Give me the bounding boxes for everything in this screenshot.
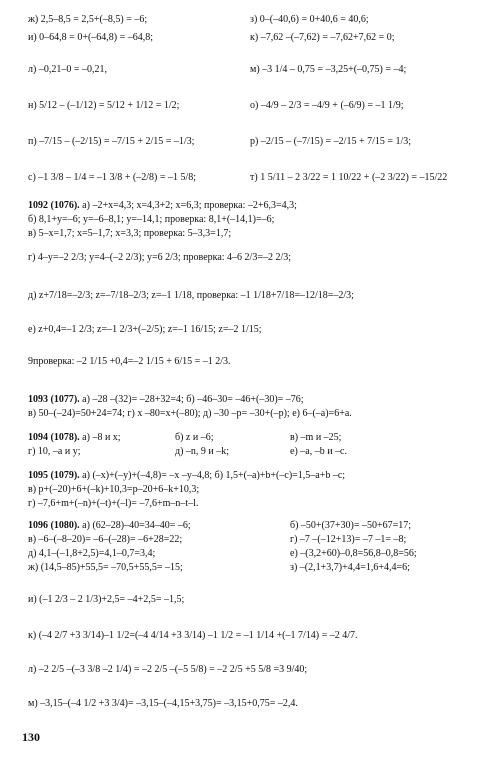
problem-1096-k: к) (–4 2/7 +3 3/14)–1 1/2=(–4 4/14 +3 3/14) –1 1/2 = –1 1/14 +(–1 7/14) = –2 4/7. [28, 630, 358, 641]
solution-text: а) –2+x=4,3; x=4,3+2; x=6,3; проверка: –2+6,3=4,3; [82, 200, 297, 211]
problem-heading: 1093 (1077). [28, 394, 80, 405]
problem-1092-line-a [28, 200, 297, 213]
problem-1096-zh: ж) (14,5–85)+55,5= –70,5+55,5= –15; [28, 562, 183, 573]
problem-1096-z: з) –(2,1+3,7)+4,4=1,6+4,4=6; [290, 562, 410, 573]
problem-heading: 1095 (1079). [28, 470, 80, 481]
problem-1092-line-v: в) 5–x=1,7; x=5–1,7; x=3,3; проверка: 5–3,3=1,7; [28, 228, 232, 239]
problem-heading: 1092 (1076). [28, 200, 80, 211]
problem-1096-e: е) –(3,2+60)–0,8=56,8–0,8=56; [290, 548, 417, 559]
problem-1092-line-d: д) z+7/18=–2/3; z=–7/18–2/3; z=–1 1/18, проверка: –1 1/18+7/18=–12/18=–2/3; [28, 290, 354, 301]
answer-m: м) –3 1/4 – 0,75 = –3,25+(–0,75) = –4; [250, 64, 407, 75]
solution-text: а) (–x)+(–y)+(–4,8)= –x –y–4,8; б) 1,5+(–a)+b+(–c)=1,5–a+b –c; [82, 470, 346, 481]
problem-1095-line-3: г) –7,6+m+(–n)+(–t)+(–l)= –7,6+m–n–t–l. [28, 498, 199, 509]
problem-1094-d: д) –n, 9 и –k; [175, 446, 230, 457]
problem-1092-line-e: е) z+0,4=–1 2/3; z=–1 2/3+(–2/5); z=–1 16/15; z=–2 1/15; [28, 324, 262, 335]
answer-r: р) –2/15 – (–7/15) = –2/15 + 7/15 = 1/3; [250, 136, 412, 147]
problem-1092-check: 9проверка: –2 1/15 +0,4=–2 1/15 + 6/15 = –1 2/3. [28, 356, 231, 367]
problem-1094-e: е) –a, –b и –c. [290, 446, 347, 457]
problem-1096-m: м) –3,15–(–4 1/2 +3 3/4)= –3,15–(–4,15+3,75)= –3,15+0,75= –2,4. [28, 698, 298, 709]
problem-1094-v: в) –m и –25; [290, 432, 342, 443]
answer-t: т) 1 5/11 – 2 3/22 = 1 10/22 + (–2 3/22) = –15/22 [250, 172, 448, 183]
solution-text: а) (62–28)–40=34–40= –6; [82, 520, 191, 531]
answer-s: с) –1 3/8 – 1/4 = –1 3/8 + (–2/8) = –1 5/8; [28, 172, 197, 183]
answer-zh: ж) 2,5–8,5 = 2,5+(–8,5) = –6; [28, 14, 148, 25]
problem-1094-g: г) 10, –a и y; [28, 446, 81, 457]
problem-1096-v: в) –6–(–8–20)= –6–(–28)= –6+28=22; [28, 534, 183, 545]
problem-heading: 1094 (1078). [28, 432, 80, 443]
problem-1096-b: б) –50+(37+30)= –50+67=17; [290, 520, 412, 531]
solution-text: а) –28 –(32)= –28+32=4; б) –46–30= –46+(–30)= –76; [82, 394, 304, 405]
problem-1095-line-2: в) p+(–20)+6+(–k)+10,3=p–20+6–k+10,3; [28, 484, 200, 495]
answer-z: з) 0–(–40,6) = 0+40,6 = 40,6; [250, 14, 369, 25]
answer-l: л) –0,21–0 = –0,21, [28, 64, 107, 75]
problem-1093-line-1 [28, 394, 304, 407]
answer-i: и) 0–64,8 = 0+(–64,8) = –64,8; [28, 32, 154, 43]
problem-1094-b: б) z и –6; [175, 432, 214, 443]
problem-heading: 1096 (1080). [28, 520, 80, 531]
answer-o: о) –4/9 – 2/3 = –4/9 + (–6/9) = –1 1/9; [250, 100, 404, 111]
problem-1096-line-a [28, 520, 191, 533]
answer-n: н) 5/12 – (–1/12) = 5/12 + 1/12 = 1/2; [28, 100, 180, 111]
problem-1096-l: л) –2 2/5 –(–3 3/8 –2 1/4) = –2 2/5 –(–5 5/8) = –2 2/5 +5 5/8 =3 9/40; [28, 664, 308, 675]
problem-1095-line-1 [28, 470, 345, 483]
problem-1096-i: и) (–1 2/3 – 2 1/3)+2,5= –4+2,5= –1,5; [28, 594, 185, 605]
problem-1093-line-2: в) 50–(–24)=50+24=74; г) x –80=x+(–80); д) –30 –p= –30+(–p); е) 6–(–a)=6+a. [28, 408, 352, 419]
problem-1096-d: д) 4,1–(–1,8+2,5)=4,1–0,7=3,4; [28, 548, 156, 559]
problem-1092-line-g: г) 4–y=–2 2/3; y=4–(–2 2/3); y=6 2/3; проверка: 4–6 2/3=–2 2/3; [28, 252, 292, 263]
problem-1094-line-1 [28, 432, 121, 445]
solution-text: а) –8 и x; [82, 432, 121, 443]
answer-k: к) –7,62 –(–7,62) = –7,62+7,62 = 0; [250, 32, 395, 43]
page-number: 130 [22, 730, 40, 744]
problem-1096-g: г) –7 –(–12+13)= –7 –1= –8; [290, 534, 407, 545]
answer-p: п) –7/15 – (–2/15) = –7/15 + 2/15 = –1/3; [28, 136, 195, 147]
problem-1092-line-b: б) 8,1+y=–6; y=–6–8,1; y=–14,1; проверка: 8,1+(–14,1)=–6; [28, 214, 275, 225]
